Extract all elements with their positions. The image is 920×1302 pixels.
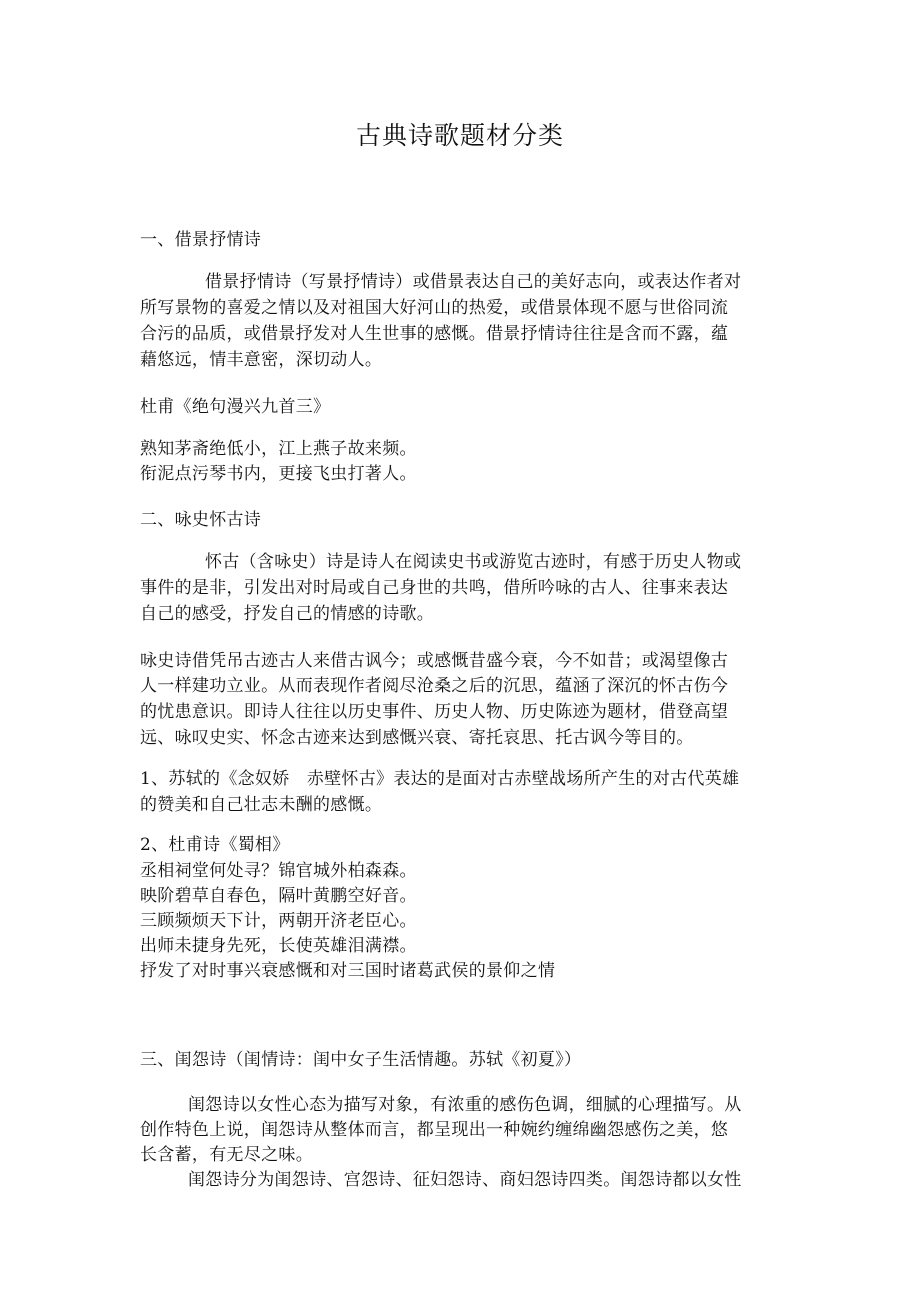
section-heading-2: 二、咏史怀古诗 (140, 510, 262, 530)
poem-title: 2、杜甫诗《蜀相》 (140, 835, 290, 855)
paragraph-line: 所写景物的喜爱之情以及对祖国大好河山的热爱，或借景体现不愿与世俗同流 (140, 298, 729, 318)
paragraph-line: 事件的是非，引发出对时局或自己身世的共鸣，借所吟咏的古人、往事来表达 (140, 578, 729, 598)
paragraph-line: 的忧患意识。即诗人往往以历史事件、历史人物、历史陈迹为题材，借登高望 (140, 702, 729, 722)
paragraph-line: 自己的感受，抒发自己的情感的诗歌。 (140, 604, 435, 624)
poem-line: 衔泥点污琴书内，更接飞虫打著人。 (140, 464, 417, 484)
poem-line: 三顾频烦天下计，两朝开济老臣心。 (140, 911, 417, 931)
paragraph-line: 人一样建功立业。从而表现作者阅尽沧桑之后的沉思，蕴涵了深沉的怀古伤今 (140, 676, 729, 696)
poem-line: 丞相祠堂何处寻？锦官城外柏森森。 (140, 861, 417, 881)
paragraph-line: 创作特色上说，闺怨诗从整体而言，都呈现出一种婉约缠绵幽怨感伤之美，悠 (140, 1120, 729, 1140)
document-title: 古典诗歌题材分类 (355, 121, 564, 150)
paragraph-line: 藉悠远，情丰意密，深切动人。 (140, 350, 383, 370)
paragraph-line: 远、咏叹史实、怀念古迹来达到感慨兴衰、寄托哀思、托古讽今等目的。 (140, 728, 694, 748)
poem-line: 熟知茅斋绝低小，江上燕子故来频。 (140, 439, 417, 459)
paragraph-line: 合污的品质，或借景抒发对人生世事的感慨。借景抒情诗往往是含而不露，蕴 (140, 324, 729, 344)
paragraph-line: 借景抒情诗（写景抒情诗）或借景表达自己的美好志向，或表达作者对 (205, 272, 742, 292)
example-line: 的赞美和自己壮志未酬的感慨。 (140, 795, 383, 815)
poem-line: 映阶碧草自春色，隔叶黄鹏空好音。 (140, 886, 417, 906)
section-heading-3: 三、闺怨诗（闺情诗：闺中女子生活情趣。苏轼《初夏》） (140, 1050, 582, 1070)
poem-comment: 抒发了对时事兴衰感慨和对三国时诸葛武侯的景仰之情 (140, 961, 556, 981)
paragraph-line: 咏史诗借凭吊古迹古人来借古讽今；或感慨昔盛今衰，今不如昔；或渴望像古 (140, 651, 729, 671)
paragraph-line: 闺怨诗以女性心态为描写对象，有浓重的感伤色调，细腻的心理描写。从 (188, 1095, 742, 1115)
section-heading-1: 一、借景抒情诗 (140, 230, 262, 250)
poem-title: 杜甫《绝句漫兴九首三》 (140, 397, 331, 417)
paragraph-line: 闺怨诗分为闺怨诗、宫怨诗、征妇怨诗、商妇怨诗四类。闺怨诗都以女性 (188, 1170, 742, 1190)
poem-line: 出师未捷身先死，长使英雄泪满襟。 (140, 936, 417, 956)
paragraph-line: 怀古（含咏史）诗是诗人在阅读史书或游览古迹时，有感于历史人物或 (205, 552, 742, 572)
example-line: 1、苏轼的《念奴娇 赤壁怀古》表达的是面对古赤壁战场所产生的对古代英雄 (140, 769, 740, 789)
paragraph-line: 长含蓄，有无尽之味。 (140, 1145, 313, 1165)
